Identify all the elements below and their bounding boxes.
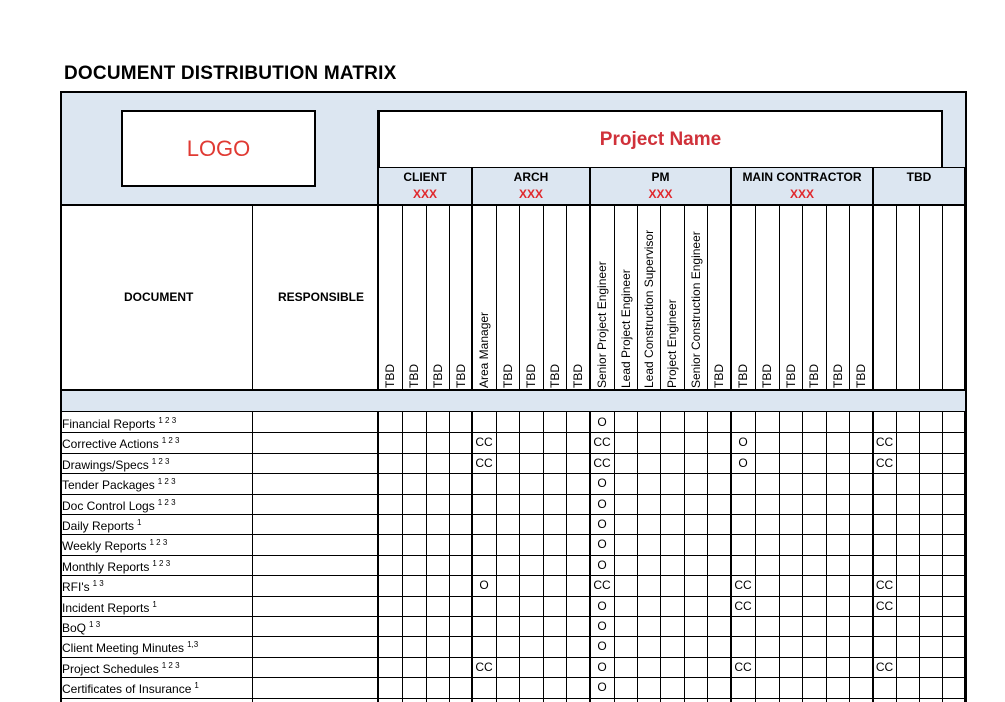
col-line [826, 412, 827, 702]
role-label: Senior Construction Engineer [689, 231, 703, 388]
distribution-mark[interactable]: CC [875, 598, 894, 613]
col-line [660, 412, 661, 702]
document-name: BoQ [62, 621, 87, 635]
document-row-label [62, 477, 176, 492]
document-notes: 1 [152, 599, 157, 609]
document-notes: 1 2 3 [161, 436, 180, 446]
distribution-mark[interactable]: O [597, 517, 607, 531]
col-line [543, 205, 544, 390]
col-line [849, 412, 850, 702]
col-line [755, 205, 756, 390]
col-line [779, 412, 780, 702]
role-label: Area Manager [477, 311, 491, 388]
col-line [449, 412, 450, 702]
role-label: TBD [383, 364, 397, 388]
document-notes: 1,3 [187, 640, 199, 650]
group-name: MAIN CONTRACTOR [742, 170, 862, 184]
col-line [942, 205, 943, 390]
page-title: DOCUMENT DISTRIBUTION MATRIX [64, 63, 397, 84]
document-row-label [62, 620, 100, 635]
distribution-mark[interactable]: O [597, 598, 607, 613]
document-name: Incident Reports [62, 600, 150, 615]
group-code: XXX [789, 187, 814, 201]
distribution-mark[interactable]: O [738, 435, 748, 450]
row-line [62, 657, 965, 658]
document-row-label [62, 457, 170, 472]
role-label: TBD [407, 364, 421, 388]
document-name: Tender Packages [62, 478, 155, 493]
group-code: XXX [648, 187, 673, 201]
col-line [449, 205, 450, 390]
document-notes: 1 [194, 681, 199, 691]
distribution-mark[interactable]: CC [475, 659, 493, 674]
group-top-line [378, 167, 965, 168]
row-line [62, 616, 965, 617]
document-notes: 1 2 3 [161, 660, 180, 670]
distribution-mark[interactable]: O [597, 537, 607, 552]
col-line [755, 412, 756, 702]
role-label: TBD [831, 364, 845, 388]
document-name: Drawings/Specs [62, 457, 149, 472]
row-line [62, 575, 965, 576]
responsible-column-header: RESPONSIBLE [278, 290, 365, 304]
role-label: TBD [524, 364, 538, 388]
col-line [402, 412, 403, 702]
col-line [402, 205, 403, 390]
document-name: Project Schedules [62, 661, 159, 676]
distribution-mark[interactable]: CC [734, 598, 752, 613]
col-line [849, 205, 850, 390]
col-line [896, 205, 897, 390]
row-line [62, 494, 965, 495]
row-line [62, 453, 965, 454]
group-code: XXX [412, 187, 437, 201]
distribution-mark[interactable]: O [738, 455, 748, 470]
row-line [62, 636, 965, 637]
document-name: Doc Control Logs [62, 498, 155, 513]
document-name: Financial Reports [62, 417, 156, 431]
col-line [252, 412, 253, 702]
col-line [919, 412, 920, 702]
col-line [637, 412, 638, 702]
role-label: Lead Project Engineer [619, 269, 633, 388]
role-label: TBD [571, 364, 585, 388]
document-name: Weekly Reports [62, 539, 147, 554]
col-line [707, 412, 708, 702]
distribution-mark[interactable]: O [597, 619, 607, 633]
document-notes: 1 3 [89, 620, 101, 629]
document-notes: 1 2 3 [151, 456, 170, 466]
distribution-mark[interactable]: CC [593, 578, 611, 593]
col-line [964, 412, 966, 702]
separator-band [62, 390, 965, 412]
distribution-mark[interactable]: CC [734, 659, 752, 674]
col-line [802, 412, 803, 702]
roles-divider [62, 389, 965, 391]
col-line [942, 412, 943, 702]
document-row-label [62, 498, 176, 513]
distribution-mark[interactable]: CC [875, 435, 894, 450]
role-label: TBD [454, 364, 468, 388]
col-line [377, 110, 379, 168]
row-line [62, 534, 965, 535]
col-line [826, 205, 827, 390]
group-name: ARCH [513, 170, 549, 184]
document-name: Client Meeting Minutes [62, 641, 185, 656]
distribution-mark[interactable]: O [597, 476, 607, 491]
role-label: Senior Project Engineer [595, 261, 609, 388]
col-line [779, 205, 780, 390]
group-header [472, 167, 590, 205]
row-line [62, 514, 965, 515]
col-line [872, 167, 874, 390]
document-row-label [62, 640, 198, 655]
document-notes: 1 [137, 518, 142, 527]
row-line [62, 698, 965, 699]
distribution-mark[interactable]: O [597, 415, 607, 429]
document-row-label [62, 559, 170, 574]
col-line [919, 205, 920, 390]
band-bottom-line [62, 411, 965, 412]
group-header [873, 167, 965, 205]
document-name: Certificates of Insurance [62, 682, 192, 697]
col-line [519, 412, 520, 702]
distribution-mark[interactable]: O [597, 680, 607, 695]
col-line [896, 412, 897, 702]
role-label: TBD [712, 364, 726, 388]
document-column-header: DOCUMENT [124, 290, 194, 304]
col-line [964, 167, 966, 390]
distribution-mark[interactable]: O [597, 557, 607, 572]
document-name: Corrective Actions [62, 437, 159, 452]
group-header [378, 167, 472, 205]
document-notes: 1 3 [92, 579, 104, 589]
col-line [519, 205, 520, 390]
document-name: Monthly Reports [62, 559, 150, 574]
group-name: TBD [906, 170, 932, 184]
col-line [707, 205, 708, 390]
document-notes: 1 2 3 [158, 416, 177, 425]
row-line [62, 555, 965, 556]
role-label: Project Engineer [665, 299, 679, 388]
logo-placeholder: LOGO [121, 110, 316, 187]
role-label: TBD [736, 364, 750, 388]
distribution-mark[interactable]: CC [475, 455, 493, 470]
row-line [62, 473, 965, 474]
col-line [377, 167, 379, 390]
col-line [377, 412, 379, 702]
distribution-mark[interactable]: CC [875, 455, 894, 470]
document-notes: 1 2 3 [149, 538, 168, 548]
document-row-label [62, 579, 104, 594]
col-line [543, 412, 544, 702]
role-label: TBD [784, 364, 798, 388]
role-label: Lead Construction Supervisor [642, 229, 656, 388]
col-line [614, 205, 615, 390]
role-label: TBD [548, 364, 562, 388]
document-row-label [62, 661, 180, 676]
document-notes: 1 2 3 [157, 477, 176, 487]
document-row-label [62, 416, 176, 431]
role-label: TBD [760, 364, 774, 388]
role-label: TBD [854, 364, 868, 388]
group-code: XXX [518, 187, 543, 201]
document-row-label [62, 518, 141, 533]
distribution-mark[interactable]: CC [593, 455, 611, 470]
distribution-mark[interactable]: O [597, 639, 607, 654]
distribution-mark[interactable]: CC [475, 435, 493, 450]
role-label: TBD [501, 364, 515, 388]
document-notes: 1 2 3 [152, 558, 171, 568]
col-line [252, 205, 253, 390]
role-label: TBD [807, 364, 821, 388]
col-line [637, 205, 638, 390]
col-line [614, 412, 615, 702]
document-row-label [62, 600, 157, 615]
distribution-mark[interactable]: CC [875, 659, 894, 674]
col-line [684, 412, 685, 702]
col-line [496, 205, 497, 390]
distribution-mark[interactable]: CC [734, 578, 752, 593]
col-line [684, 205, 685, 390]
col-line [566, 412, 567, 702]
distribution-mark[interactable]: O [479, 578, 489, 593]
document-notes: 1 2 3 [157, 497, 176, 507]
project-name-box: Project Name [378, 110, 943, 168]
group-name: PM [651, 170, 670, 184]
col-line [660, 205, 661, 390]
col-line [589, 167, 591, 390]
col-line [426, 412, 427, 702]
col-line [730, 167, 732, 390]
col-line [471, 167, 473, 390]
document-row-label [62, 436, 180, 451]
role-label: TBD [431, 364, 445, 388]
col-line [802, 205, 803, 390]
distribution-mark[interactable]: O [597, 496, 607, 511]
distribution-mark[interactable]: CC [875, 578, 894, 593]
distribution-mark[interactable]: CC [593, 435, 611, 450]
group-header [731, 167, 873, 205]
group-name: CLIENT [403, 170, 447, 184]
col-line [426, 205, 427, 390]
document-row-label [62, 681, 199, 696]
distribution-mark[interactable]: O [597, 659, 607, 674]
document-name: RFI's [62, 580, 90, 595]
row-line [62, 677, 965, 678]
document-name: Daily Reports [62, 519, 135, 533]
row-line [62, 596, 965, 597]
row-line [62, 432, 965, 433]
document-row-label [62, 538, 167, 553]
group-header [590, 167, 731, 205]
col-line [496, 412, 497, 702]
col-line [566, 205, 567, 390]
header-divider [62, 204, 965, 206]
